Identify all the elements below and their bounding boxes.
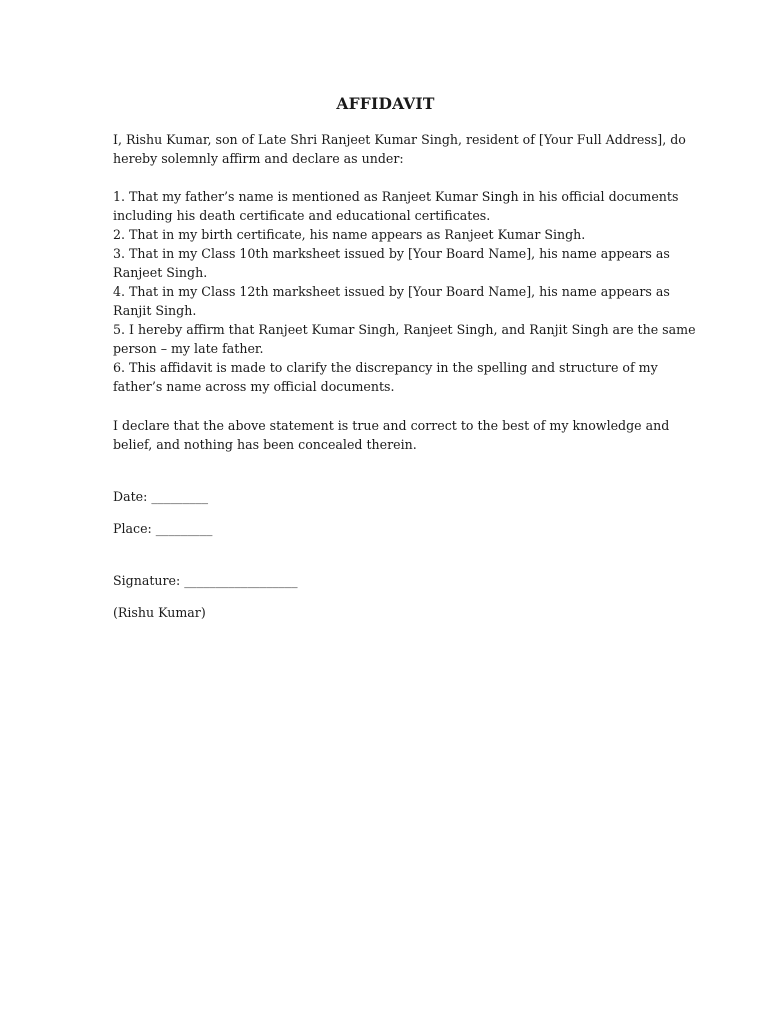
item-line: 2. That in my birth certificate, his name appears as Ranjeet Kumar Singh. (113, 227, 586, 242)
declaration-paragraph (113, 416, 670, 454)
signature-field: Signature: __________________ (113, 573, 298, 588)
item-line: 1. That my father’s name is mentioned as Ranjeet Kumar Singh in his official documents (113, 189, 679, 204)
signatory-name: (Rishu Kumar) (113, 605, 206, 620)
item-line: including his death certificate and educational certificates. (113, 208, 491, 223)
declaration-line: belief, and nothing has been concealed therein. (113, 437, 417, 452)
place-field: Place: _________ (113, 521, 213, 536)
date-field: Date: _________ (113, 489, 209, 504)
item-line: 3. That in my Class 10th marksheet issued by [Your Board Name], his name appears as (113, 246, 670, 261)
item-line: 6. This affidavit is made to clarify the discrepancy in the spelling and structure of my (113, 360, 658, 375)
intro-line: I, Rishu Kumar, son of Late Shri Ranjeet Kumar Singh, resident of [Your Full Address], do (113, 132, 686, 147)
item-line: Ranjeet Singh. (113, 265, 208, 280)
intro-line: hereby solemnly affirm and declare as under: (113, 151, 404, 166)
item-line: father’s name across my official documents. (113, 379, 395, 394)
intro-paragraph (113, 130, 686, 168)
declaration-line: I declare that the above statement is true and correct to the best of my knowledge and (113, 418, 670, 433)
item-line: person – my late father. (113, 341, 264, 356)
document-title: AFFIDAVIT (336, 94, 435, 113)
document-page (113, 0, 696, 1024)
declaration-items (113, 187, 696, 396)
item-line: Ranjit Singh. (113, 303, 197, 318)
item-line: 4. That in my Class 12th marksheet issued by [Your Board Name], his name appears as (113, 284, 670, 299)
item-line: 5. I hereby affirm that Ranjeet Kumar Singh, Ranjeet Singh, and Ranjit Singh are the same (113, 322, 696, 337)
